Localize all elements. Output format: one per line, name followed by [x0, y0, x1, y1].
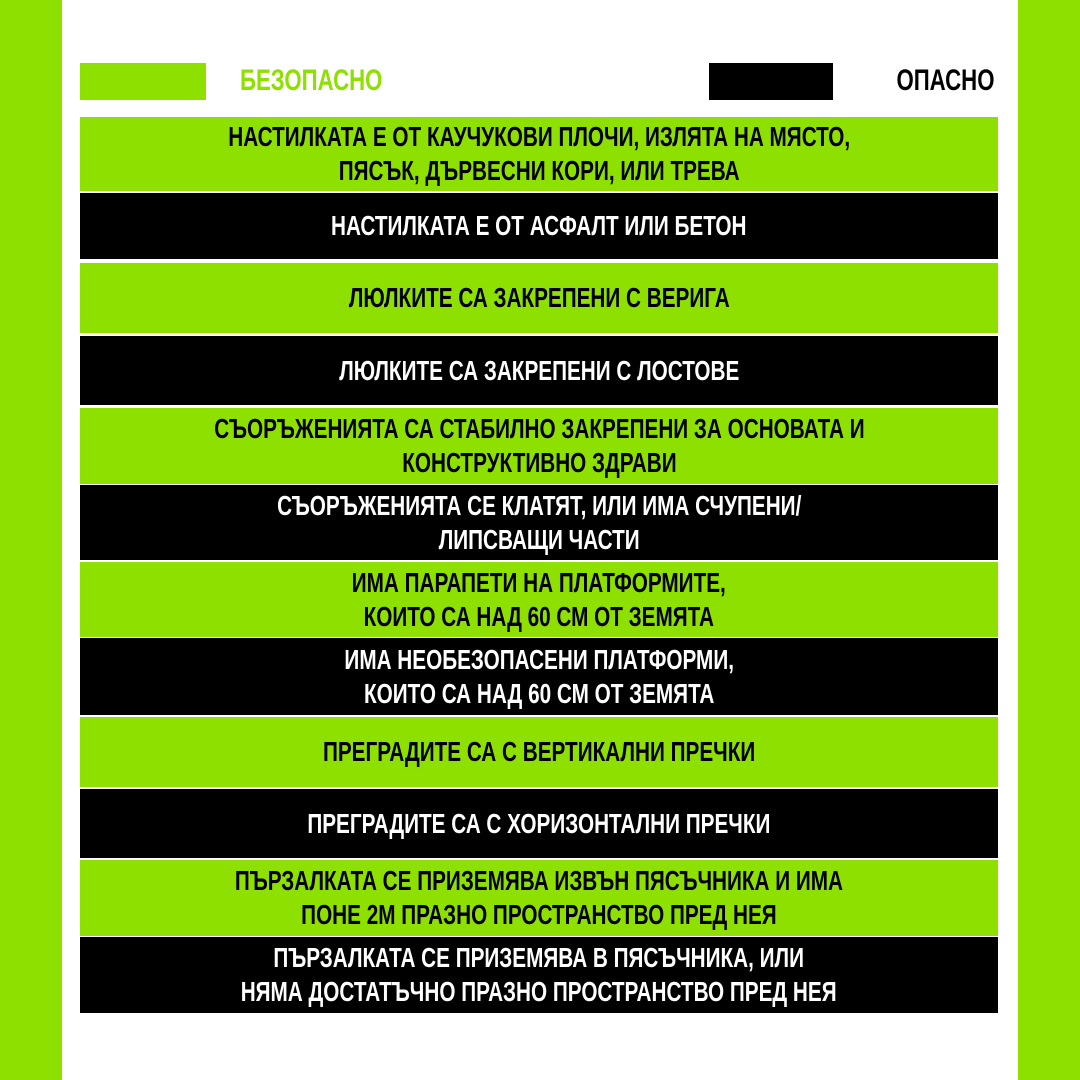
row-line: ПРЕГРАДИТЕ СА С ВЕРТИКАЛНИ ПРЕЧКИ	[322, 736, 756, 767]
row-line: ПЯСЪК, ДЪРВЕСНИ КОРИ, ИЛИ ТРЕВА	[338, 155, 740, 186]
row-line: ПРЕГРАДИТЕ СА С ХОРИЗОНТАЛНИ ПРЕЧКИ	[307, 807, 771, 839]
left-green-border	[0, 0, 62, 1080]
row-text	[323, 735, 755, 769]
row-line: КОИТО СА НАД 60 СМ ОТ ЗЕМЯТА	[363, 677, 715, 709]
legend-danger-swatch	[709, 63, 833, 100]
row-line: СЪОРЪЖЕНИЯТА СЕ КЛАТЯТ, ИЛИ ИМА СЧУПЕНИ/	[276, 489, 802, 521]
row-line: ЛЮЛКИТЕ СА ЗАКРЕПЕНИ С ВЕРИГА	[348, 282, 730, 313]
row-text	[228, 120, 850, 188]
row-line: ЛИПСВАЩИ ЧАСТИ	[438, 523, 640, 555]
row-text	[277, 489, 801, 557]
row-danger-surface	[80, 193, 998, 259]
row-text	[235, 864, 843, 932]
row-text	[307, 807, 770, 841]
row-line: ПЪРЗАЛКАТА СЕ ПРИЗЕМЯВА В ПЯСЪЧНИКА, ИЛИ	[273, 942, 805, 973]
row-text	[344, 643, 734, 711]
row-line: НЯМА ДОСТАТЪЧНО ПРАЗНО ПРОСТРАНСТВО ПРЕД НЕЯ	[241, 976, 837, 1007]
row-safe-swings	[80, 263, 998, 333]
legend-safe-label: БЕЗОПАСНО	[240, 64, 383, 97]
row-danger-equipment	[80, 485, 998, 560]
row-text	[349, 281, 730, 315]
right-green-border	[1018, 0, 1080, 1080]
row-line: ПЪРЗАЛКАТА СЕ ПРИЗЕМЯВА ИЗВЪН ПЯСЪЧНИКА И ИМА	[234, 865, 844, 896]
row-text	[241, 941, 837, 1009]
legend-danger-label: ОПАСНО	[895, 64, 994, 97]
row-safe-surface	[80, 117, 998, 191]
row-line: ПОНЕ 2М ПРАЗНО ПРОСТРАНСТВО ПРЕД НЕЯ	[301, 899, 777, 930]
row-text	[214, 412, 864, 480]
row-line: ИМА НЕОБЕЗОПАСЕНИ ПЛАТФОРМИ,	[344, 643, 734, 675]
row-text	[352, 566, 726, 634]
row-safe-barriers	[80, 717, 998, 787]
row-danger-swings	[80, 336, 998, 405]
row-safe-slide	[80, 860, 998, 936]
row-text	[339, 354, 739, 388]
row-safe-equipment	[80, 408, 998, 484]
row-line: НАСТИЛКАТА Е ОТ КАУЧУКОВИ ПЛОЧИ, ИЗЛЯТА НА МЯСТО,	[228, 121, 850, 152]
row-line: СЪОРЪЖЕНИЯТА СА СТАБИЛНО ЗАКРЕПЕНИ ЗА ОСНОВАТА И	[213, 413, 865, 444]
row-line: ИМА ПАРАПЕТИ НА ПЛАТФОРМИТЕ,	[351, 566, 727, 598]
row-safe-platforms	[80, 562, 998, 637]
row-line: НАСТИЛКАТА Е ОТ АСФАЛТ ИЛИ БЕТОН	[331, 210, 747, 241]
row-text	[331, 209, 746, 243]
row-danger-platforms	[80, 638, 998, 715]
legend-safe-swatch	[80, 63, 206, 100]
row-danger-slide	[80, 937, 998, 1013]
row-line: КОИТО СА НАД 60 СМ ОТ ЗЕМЯТА	[363, 600, 715, 632]
row-danger-barriers	[80, 789, 998, 858]
row-line: ЛЮЛКИТЕ СА ЗАКРЕПЕНИ С ЛОСТОВЕ	[338, 354, 740, 386]
row-line: КОНСТРУКТИВНО ЗДРАВИ	[401, 447, 677, 478]
